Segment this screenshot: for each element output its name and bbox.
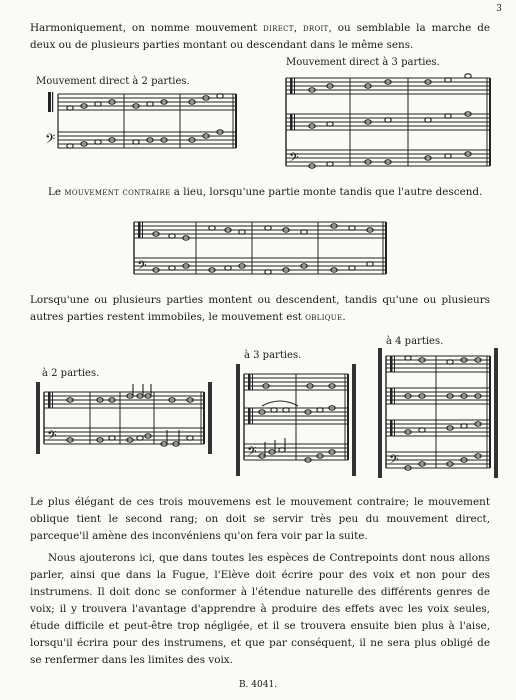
clef-marks [289,78,299,168]
term-droit: droit [302,23,329,34]
caption-oblique-3-parts: à 3 parties. [244,350,302,361]
svg-text:𝄢: 𝄢 [45,131,56,150]
p1-text-a: Harmoniquement, on nomme mouvement [30,22,264,34]
caption-oblique-2-parts: à 2 parties. [42,368,100,379]
paragraph-voices: Nous ajouterons ici, que dans toutes les espèces de Contrepoints dont nous allons parler, ainsi que dans la Fugue, l'Elève doit écrire pour des voix et non pour des instrumens. Il doit donc se conformer à l'étendue naturelle des différents genres de voix; il y trouvera l'avantage d'apprendre à produire des effets avec les voix seules, étude difficile et peut-être trop négligée, et il se trouvera ensuite bien plus à l'aise, lorsqu'il écrira pour des instrumens, et que par conséquent, il ne sera plus obligé de se renfermer dans les limites des voix. [30,552,490,666]
page-number: 3 [496,4,502,14]
p1-text-b: , ou semblable la marche de deux ou de plusieurs parties montant ou descendant dans le même sens. [30,22,491,51]
example-contrary-motion [128,214,390,282]
p1-sep: , [293,22,303,34]
notes [67,384,193,446]
example-oblique-2-parts [36,382,212,454]
notes [259,384,335,462]
caption-direct-2-parts: Mouvement direct à 2 parties. [36,76,190,87]
svg-text:𝄢: 𝄢 [137,258,147,276]
paragraph-elegance: Le plus élégant de ces trois mouvemens est le mouvement contraire; le mouvement oblique tient le second rang; on doit se servir très peu du mouvement direct, parceque'il amène des inconvéniens qu'on fera voir par la suite. [30,496,490,542]
example-direct-2-parts [40,88,240,158]
svg-text:𝄢: 𝄢 [289,150,299,168]
caption-direct-3-parts: Mouvement direct à 3 parties. [286,57,440,68]
plate-number: B. 4041. [238,680,278,690]
notes [405,356,481,470]
notes [153,224,373,274]
term-oblique: oblique [305,312,343,323]
example-oblique-3-parts [236,364,356,476]
svg-text:𝄢: 𝄢 [47,428,57,446]
caption-oblique-4-parts: à 4 parties. [386,336,444,347]
clef-marks [45,92,55,150]
svg-text:𝄢: 𝄢 [389,452,399,470]
paragraph-contrary-motion [48,184,508,201]
term-contraire: mouvement contraire [64,187,171,198]
example-direct-3-parts [278,70,494,174]
term-direct: direct [263,23,294,34]
staff-system [44,392,204,444]
clef-marks [247,374,257,462]
staff-system [386,356,490,468]
p2-text-b: a lieu, lorsqu'une partie monte tandis que l'autre descend. [170,186,483,198]
svg-text:𝄢: 𝄢 [247,444,257,462]
paragraph-oblique-motion [30,292,490,326]
staff-system [244,374,348,460]
p3-text-b: . [342,311,346,323]
example-oblique-4-parts [378,348,498,478]
p2-text-a: Le [48,186,65,198]
paragraph-direct-motion [30,20,490,54]
p3-text-a: Lorsqu'une ou plusieurs parties montent ou descendent, tandis qu'une ou plusieurs autres parties restent immobiles, le mouvement est [30,294,490,323]
clef-marks [389,356,399,470]
